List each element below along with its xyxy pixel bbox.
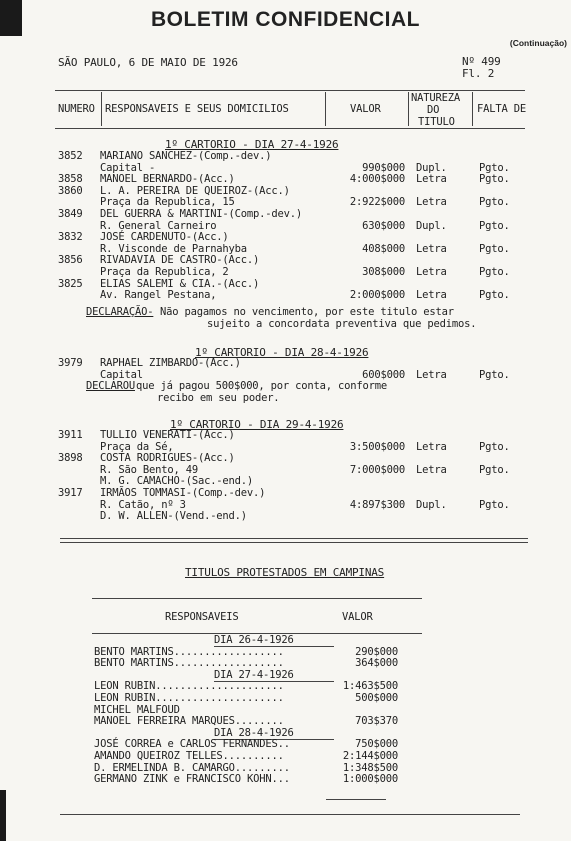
entry-text: Praça da Republica, 15 [100,196,235,208]
campinas-value: 500$000 [355,692,398,704]
protest-list [0,150,571,320]
entry-text: JOSÉ CARDENUTO-(Acc.) [100,231,229,243]
entry-value: 2:922$000 [349,196,405,208]
campinas-name: D. ERMELINDA B. CAMARGO......... [94,762,290,774]
entry-reason: Pgto. [479,266,510,278]
campinas-col-valor: VALOR [342,611,373,623]
section-heading: 1º CARTORIO - DIA 27-4-1926 [165,138,339,151]
place-date: SÃO PAULO, 6 DE MAIO DE 1926 [58,56,238,69]
entry-number: 3860 [58,185,83,197]
entry-number: 3832 [58,231,83,243]
campinas-name: LEON RUBIN..................... [94,680,284,692]
entry-text: M. G. CAMACHO-(Sac.-end.) [100,475,254,487]
entry-nature: Letra [416,464,447,476]
header-bottom-rule [55,128,525,129]
entry-number: 3856 [58,254,83,266]
bulletin-number: Nº 499 [462,55,501,68]
entry-value: 2:000$000 [349,289,405,301]
entry-value: 600$000 [362,369,405,381]
campinas-value: 703$370 [355,715,398,727]
campinas-day: DIA 27-4-1926 [214,668,294,681]
entry-nature: Dupl. [416,220,447,232]
entry-reason: Pgto. [479,173,510,185]
campinas-name: BENTO MARTINS.................. [94,657,284,669]
entry-text: D. W. ALLEN-(Vend.-end.) [100,510,247,522]
entry-reason: Pgto. [479,464,510,476]
entry-text: IRMÃOS TOMMASI-(Comp.-dev.) [100,487,266,499]
entry-value: 630$000 [362,220,405,232]
campinas-value: 364$000 [355,657,398,669]
entry-text: Praça da Sé, [100,441,174,453]
entry-text: RAPHAEL ZIMBARDO-(Acc.) [100,357,241,369]
col-divider [408,92,409,126]
entry-nature: Letra [416,441,447,453]
entry-text: R. Visconde de Parnahyba [100,243,247,255]
col-header-natureza: TITULO [418,116,455,128]
entry-text: MARIANO SANCHEZ-(Comp.-dev.) [100,150,272,162]
entry-reason: Pgto. [479,220,510,232]
declaration-text: que já pagou 500$000, por conta, conforme [136,380,387,392]
entry-reason: Pgto. [479,196,510,208]
campinas-name: AMANDO QUEIROZ TELLES.......... [94,750,284,762]
campinas-value: 290$000 [355,646,398,658]
declaration-text: recibo em seu poder. [157,392,280,404]
entry-number: 3898 [58,452,83,464]
entry-number: 3852 [58,150,83,162]
entry-number: 3979 [58,357,83,369]
entry-nature: Letra [416,196,447,208]
entry-text: DEL GUERRA & MARTINI-(Comp.-dev.) [100,208,303,220]
campinas-value: 1:463$500 [342,680,398,692]
col-divider [472,92,473,126]
campinas-name: BENTO MARTINS.................. [94,646,284,658]
entry-text: COSTA RODRIGUES-(Acc.) [100,452,235,464]
campinas-bottom-rule [326,799,386,800]
col-header-falta: FALTA DE [477,103,526,115]
col-divider [325,92,326,126]
entry-value: 308$000 [362,266,405,278]
entry-reason: Pgto. [479,369,510,381]
entry-nature: Letra [416,243,447,255]
entry-text: TULLIO VENERATI-(Acc.) [100,429,235,441]
col-header-numero: NUMERO [58,103,95,115]
entry-value: 4:000$000 [349,173,405,185]
entry-text: Capital - [100,162,156,174]
campinas-value: 1:348$500 [342,762,398,774]
entry-nature: Letra [416,173,447,185]
campinas-value: 750$000 [355,738,398,750]
entry-reason: Pgto. [479,441,510,453]
entry-text: L. A. PEREIRA DE QUEIROZ-(Acc.) [100,185,290,197]
entry-number: 3849 [58,208,83,220]
campinas-list [0,634,571,804]
entry-value: 7:000$000 [349,464,405,476]
entry-text: R. São Bento, 49 [100,464,198,476]
entry-number: 3917 [58,487,83,499]
entry-text: Av. Rangel Pestana, [100,289,217,301]
campinas-name: MICHEL MALFOUD [94,704,180,716]
entry-text: R. General Carneiro [100,220,217,232]
entry-reason: Pgto. [479,499,510,511]
col-header-natureza: NATUREZA [411,92,460,104]
campinas-top-rule [92,598,422,599]
sheet-number: Fl. 2 [462,67,495,80]
continuation-label: (Continuação) [509,38,567,48]
entry-nature: Letra [416,369,447,381]
entry-value: 3:500$000 [349,441,405,453]
declaration-label: DECLAROU [86,380,135,392]
entry-text: MANOEL BERNARDO-(Acc.) [100,173,235,185]
entry-nature: Dupl. [416,162,447,174]
entry-nature: Dupl. [416,499,447,511]
entry-nature: Letra [416,266,447,278]
entry-reason: Pgto. [479,162,510,174]
campinas-value: 2:144$000 [342,750,398,762]
entry-reason: Pgto. [479,243,510,255]
entry-value: 408$000 [362,243,405,255]
entry-text: R. Catão, nº 3 [100,499,186,511]
col-divider [101,92,102,126]
campinas-title: TITULOS PROTESTADOS EM CAMPINAS [185,566,385,579]
entry-text: ELIAS SALEMI & CIA.-(Acc.) [100,278,260,290]
entry-value: 4:897$300 [349,499,405,511]
campinas-value: 1:000$000 [342,773,398,785]
declaration-label: DECLARAÇÃO- [86,306,154,318]
entry-number: 3825 [58,278,83,290]
footer-rule [60,814,520,815]
col-header-valor: VALOR [350,103,381,115]
campinas-name: GERMANO ZINK e FRANCISCO KOHN... [94,773,290,785]
section-heading: 1º CARTORIO - DIA 28-4-1926 [195,346,369,359]
section-heading: 1º CARTORIO - DIA 29-4-1926 [170,418,344,431]
campinas-name: LEON RUBIN..................... [94,692,284,704]
entry-text: RIVADAVIA DE CASTRO-(Acc.) [100,254,260,266]
header-top-rule [55,90,525,91]
section-divider [60,538,528,539]
col-header-responsaveis: RESPONSAVEIS E SEUS DOMICILIOS [105,103,289,115]
entry-reason: Pgto. [479,289,510,301]
campinas-day: DIA 28-4-1926 [214,726,294,739]
entry-text: Praça da Republica, 2 [100,266,229,278]
declaration-text: Não pagamos no vencimento, por este titulo estar [160,306,454,318]
campinas-name: MANOEL FERREIRA MARQUES........ [94,715,284,727]
campinas-col-responsaveis: RESPONSAVEIS [165,611,239,623]
entry-number: 3858 [58,173,83,185]
document-title: BOLETIM CONFIDENCIAL [151,8,420,31]
campinas-name: JOSÉ CORREA e CARLOS FERNANDES.. [94,738,290,750]
campinas-day: DIA 26-4-1926 [214,634,294,646]
entry-nature: Letra [416,289,447,301]
section-divider [60,542,528,543]
entry-value: 990$000 [362,162,405,174]
protest-list [0,429,571,529]
entry-number: 3911 [58,429,83,441]
entry-text: Capital [100,369,143,381]
declaration-text: sujeito a concordata preventiva que pedimos. [207,318,477,330]
col-header-natureza: DO [427,104,440,116]
